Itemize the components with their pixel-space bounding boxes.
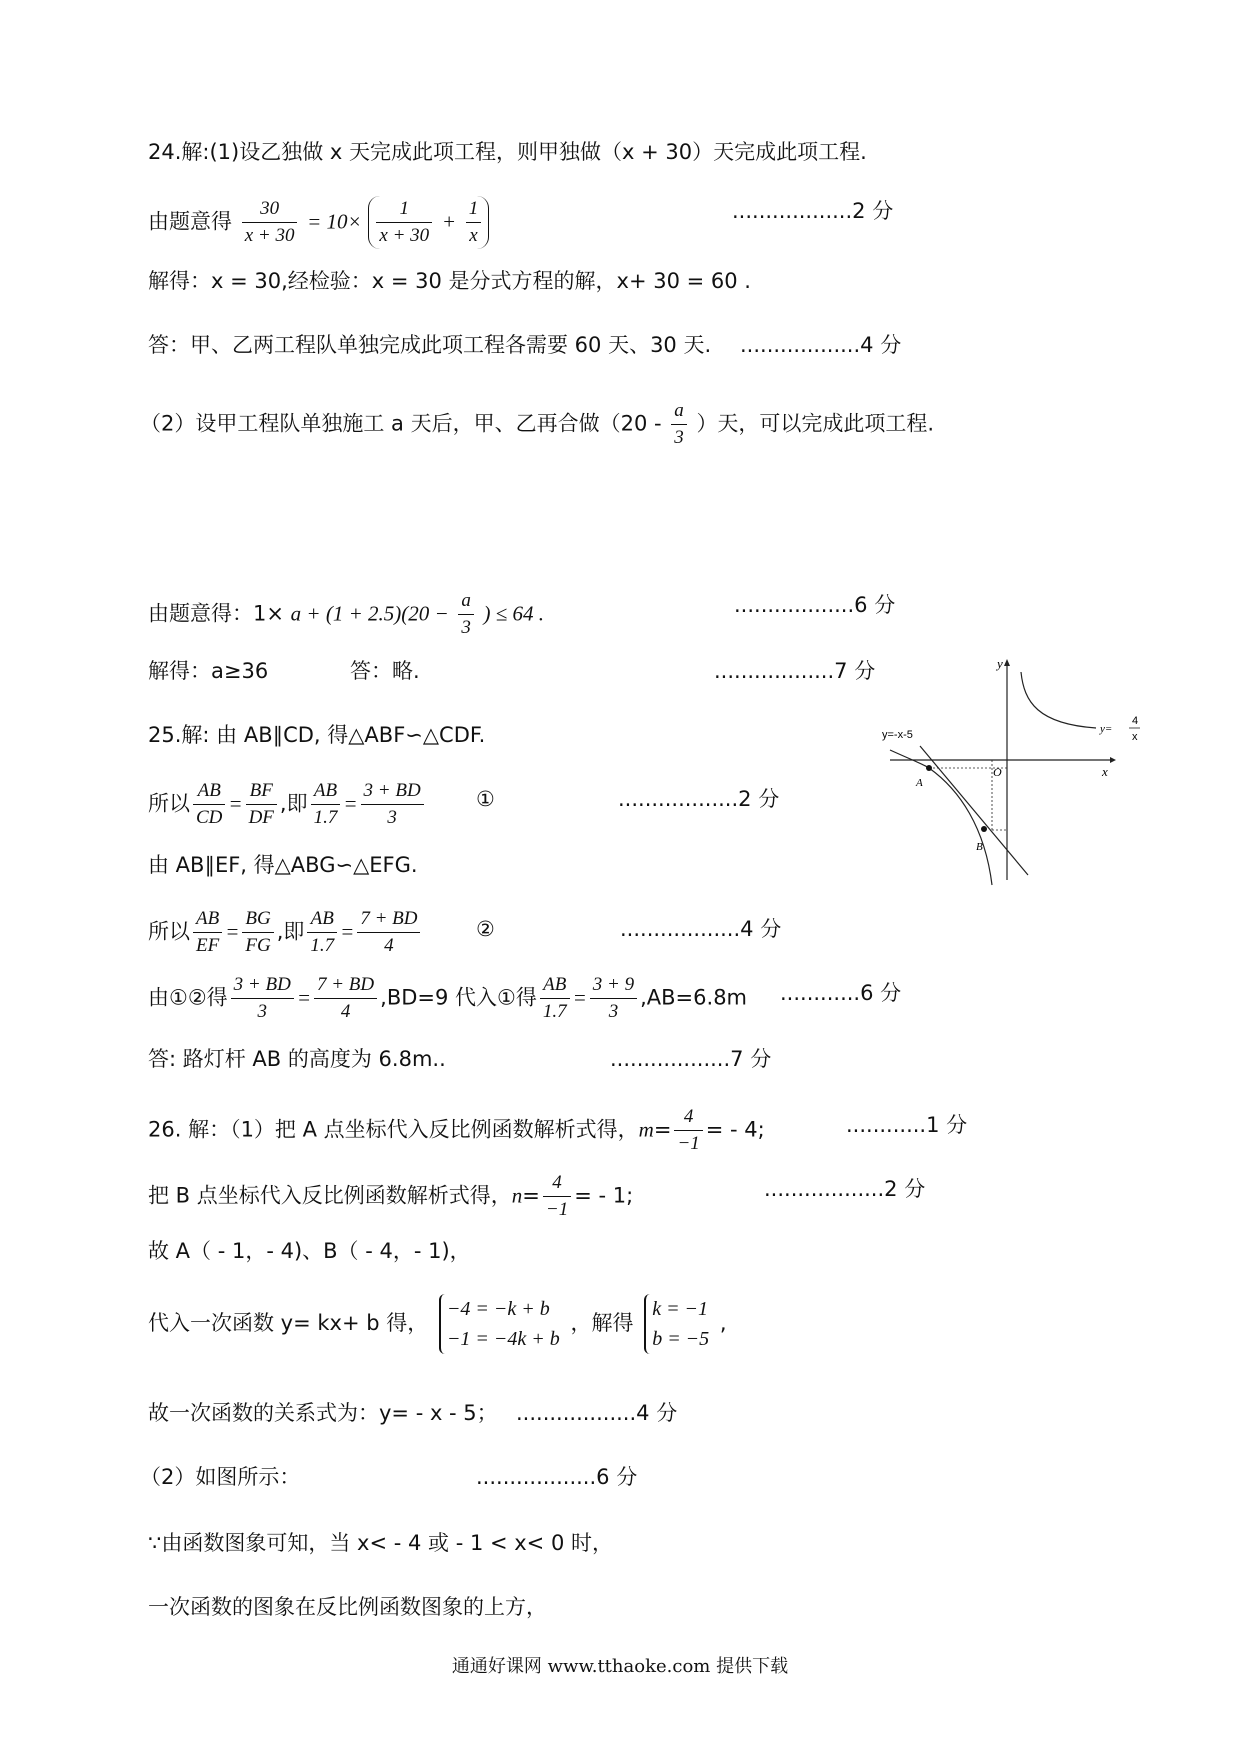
q25-mark-2: ② [476,917,495,941]
x-axis-arrow-icon [1110,757,1116,763]
page-footer: 通通好课网 www.tthaoke.com 提供下载 [451,1656,789,1677]
hyperbola-num: 4 [1132,715,1139,727]
q24-eq-prefix: 由题意得 [148,209,232,234]
q26-score-2: ..................2 分 [764,1177,926,1201]
q26-line-3: 故 A（ - 1，- 4)、B（ - 4，- 1)， [148,1239,471,1263]
q26-system-1: −4 = −k + b −1 = −4k + b [439,1294,560,1354]
q24-score-3: ..................6 分 [734,593,896,617]
q25-line-3: 由 AB∥EF, 得△ABG∽△EFG. [148,853,418,877]
q24-frac-ineq: $\frac{a}{3}$ [458,588,474,641]
linear-function-line [920,746,1028,875]
q24-line-4: 答：甲、乙两工程队单独完成此项工程各需要 60 天、30 天. [148,333,712,357]
q24-score-4: ..................7 分 [714,659,876,683]
y-axis-label: y [997,656,1003,671]
x-axis-label: x [1102,764,1108,779]
hyperbola-den: x [1132,731,1138,743]
line-label: y=-x-5 [882,729,913,741]
q25-score-3: ............6 分 [780,981,902,1005]
q25-line-1: 25.解: 由 AB∥CD, 得△ABF∽△CDF. [148,723,486,747]
q25-score-1: ..................2 分 [618,787,780,811]
q24-score-1: ..................2 分 [732,199,894,223]
point-a-label: A [916,777,923,789]
q26-score-1: ............1 分 [846,1113,968,1137]
q26-line-8: 一次函数的图象在反比例函数图象的上方， [148,1595,547,1619]
q26-system-2: k = −1 b = −5 [644,1294,709,1354]
q24-line-3: 解得：x = 30,经检验：x = 30 是分式方程的解，x+ 30 = 60 . [148,269,751,293]
q25-solve: 由①②得 $\frac{3 + BD}{3}$ = $\frac{7 + BD}{4}$ ,BD=9 代入①得 $\frac{AB}{1.7}$ = $\frac{3 + 9}{3}$ ,AB=6.8m [148,974,748,1022]
q24-paren: $\frac{1}{x + 30}$ + $\frac{1}{x}$ [368,196,489,249]
q26-line-6: （2）如图所示： [140,1465,301,1489]
q24-frac-a: $\frac{30}{x + 30}$ [242,196,298,249]
q26-score-4: ..................6 分 [476,1465,638,1489]
q25-ratio-2: 所以 $\frac{AB}{EF}$ = $\frac{BG}{FG}$ ,即 $\frac{AB}{1.7}$ = $\frac{7 + BD}{4}$ [148,906,423,959]
q25-mark-1: ① [476,787,495,811]
q24-inequality: 由题意得：1× a + (1 + 2.5)(20 − $\frac{a}{3}$ ) ≤ 64 . [148,588,544,641]
hyperbola-branch-1 [1021,672,1096,728]
q26-system: 代入一次函数 y= kx+ b 得， −4 = −k + b −1 = −4k + b ，解得 k = −1 b = −5 , [148,1294,727,1354]
q24-frac-b: $\frac{1}{x + 30}$ [376,196,432,249]
point-a [926,765,932,771]
q25-ratio-1: 所以 $\frac{AB}{CD}$ = $\frac{BF}{DF}$ ,即 $\frac{AB}{1.7}$ = $\frac{3 + BD}{3}$ [148,778,427,831]
point-b [981,826,987,832]
q26-score-3: ..................4 分 [516,1401,678,1425]
q26-line-2: 把 B 点坐标代入反比例函数解析式得，n= $\frac{4}{-1}$ = - 1; [148,1172,634,1220]
q26-line-1: 26. 解：（1）把 A 点坐标代入反比例函数解析式得，m= $\frac{4}{-1}$ = - 4; [148,1106,765,1154]
q24-line-1: 24.解:(1)设乙独做 x 天完成此项工程，则甲独做（x + 30）天完成此项工程. [148,140,867,164]
q25-score-2: ..................4 分 [620,917,782,941]
q24-eq-mid: = 10× [307,209,362,234]
point-b-label: B [976,841,983,853]
q25-score-4: ..................7 分 [610,1047,772,1071]
q24-frac-a-over-3: $\frac{a}{3}$ [671,398,687,451]
q24-equation [148,196,489,249]
function-graph [880,650,1150,890]
q26-line-7: ∵由函数图象可知，当 x< - 4 或 - 1 < x< 0 时， [148,1531,613,1555]
hyperbola-label: y= [1100,723,1113,735]
q24-line-5: （2）设甲工程队单独施工 a 天后，甲、乙再合做（20 - $\frac{a}{3}$ ）天，可以完成此项工程. [140,398,934,451]
q24-line-7a: 解得：a≥36 [148,659,269,683]
q25-line-6: 答: 路灯杆 AB 的高度为 6.8m.. [148,1047,446,1071]
q24-frac-c: $\frac{1}{x}$ [466,196,482,249]
q26-line-5: 故一次函数的关系式为：y= - x - 5； [148,1401,498,1425]
y-axis-arrow-icon [1004,659,1010,666]
q24-score-2: ..................4 分 [740,333,902,357]
q24-line-7b: 答：略. [350,659,420,683]
origin-label: O [993,765,1002,779]
